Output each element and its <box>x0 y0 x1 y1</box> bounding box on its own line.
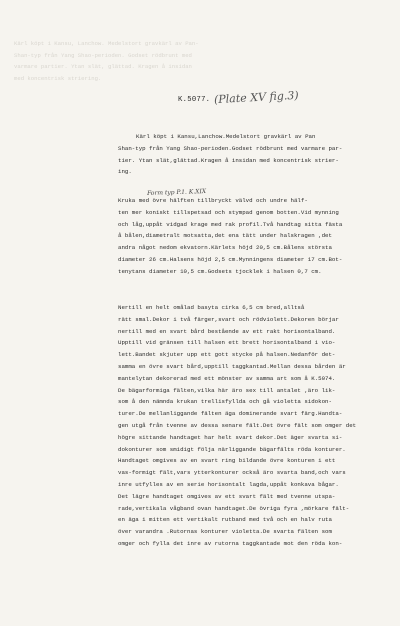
bleed-through-line: med koncentrisk striering. <box>14 74 102 82</box>
paragraph-form-description <box>118 195 384 278</box>
text-line: Nertill en helt omålad basyta cirka 6,5 cm bred,alltså <box>118 304 305 311</box>
text-line: Det lägre handtaget omgives av ett svart fält med tvenne utspa- <box>118 492 336 500</box>
catalog-number: K.5077. <box>178 96 211 104</box>
text-line: mantelytan dekorerad med ett mönster av samma art som å K.5074. <box>118 374 336 382</box>
text-line: rade,vertikala vågband ovan handtaget.De övriga fyra ,mörkare fält- <box>118 504 350 512</box>
text-line: turer.De mellanliggande fälten äga dominerande svart färg.Handta- <box>118 410 343 418</box>
text-line: inre utfylles av en serie horisontalt lagda,uppåt konkava bågar. <box>118 480 339 488</box>
text-line: tier. Ytan slät,glättad.Kragen å insidan med koncentrisk strier- <box>118 156 339 164</box>
paragraph-acquisition <box>118 131 400 178</box>
text-line: vas-formigt fält,vars ytterkonturer också äro svarta band,och vars <box>118 469 346 477</box>
text-line: Shan-typ från Yang Shao-perioden.Godset rödbrunt med varmare par- <box>118 144 343 152</box>
text-line: samma en övre svart bård,upptill taggkantad.Mellan dessa bården är <box>118 362 346 370</box>
text-line: ing. <box>118 168 132 176</box>
text-line: Handtaget omgives av en svart ring bildande övre konturen i ett <box>118 457 336 465</box>
text-line: dokonturer som smidigt följa närliggande bägarfälts röda konturer. <box>118 445 346 453</box>
text-line: högre sittande handtaget har helt svart dekor.Det äger svarta si- <box>118 433 343 441</box>
text-line: å bålen,diametralt motsatta,det ena tätt under halskragen ,det <box>118 232 332 240</box>
paragraph-decoration <box>118 302 384 550</box>
handwritten-plate-note: (Plate XV fig.3) <box>213 88 299 107</box>
text-line: Kruka med övre hälften tillbryckt välvd och undre hälf- <box>118 197 308 204</box>
text-line: Upptill vid gränsen till halsen ett brett horisontalband i vio- <box>118 339 336 347</box>
bleed-through-text <box>14 38 386 84</box>
text-line: Kärl köpt i Kansu,Lanchow.Medelstort gravkärl av Pan <box>136 133 316 140</box>
text-line: tenytans diameter 10,5 cm.Godsets tjocklek i halsen 0,7 cm. <box>118 267 322 275</box>
bleed-through-line: varmare partier. Ytan slät, glättad. Kragen å insidan <box>14 63 192 70</box>
text-line: gen utgå från tvenne av dessa senare fält.Det övre fält som omger det <box>118 421 357 429</box>
text-line: andra något nedom ekvatorn.Kärlets höjd 20,5 cm.Bålens största <box>118 244 332 252</box>
text-line: och låg,uppåt vidgad krage med rak profil.Två handtag sitta fästa <box>118 220 343 228</box>
text-line: rätt smal.Dekor i två färger,svart och rödviolett.Dekoren börjar <box>118 315 339 323</box>
text-line: De bägarformiga fälten,vilka här äro sex till antalet ,äro lik- <box>118 386 336 394</box>
text-line: omger och fylla det inre av rutorna taggkantade mot den röda kon- <box>118 539 343 547</box>
handwritten-form-annotation: Form typ P.1. K.XIX <box>146 187 207 198</box>
bleed-through-line: Kärl köpt i Kansu, Lanchow. Medelstort gravkärl av Pan- <box>14 40 199 47</box>
text-line: en äga i mitten ett vertikalt rutband med två och en halv ruta <box>118 516 332 524</box>
bleed-through-line: Shan-typ från Yang Shao-perioden. Godset rödbrunt med <box>14 51 192 59</box>
text-line: som å den nämnda krukan trellisfyllda och gå violetta sidokon- <box>118 398 332 406</box>
text-line: nertill med en svart bård bestående av ett rakt horisontalband. <box>118 327 336 335</box>
text-line: ten mer koniskt tillspetsad och stympad genom botten.Vid mynning <box>118 208 339 216</box>
text-line: lett.Bandet skjuter upp ett gott stycke på halsen.Nedanför det- <box>118 351 336 359</box>
text-line: över varandra .Rutornas konturer violetta.De svarta fälten som <box>118 528 332 536</box>
text-line: diameter 26 cm.Halsens höjd 2,5 cm.Mynningens diameter 17 cm.Bot- <box>118 255 343 263</box>
